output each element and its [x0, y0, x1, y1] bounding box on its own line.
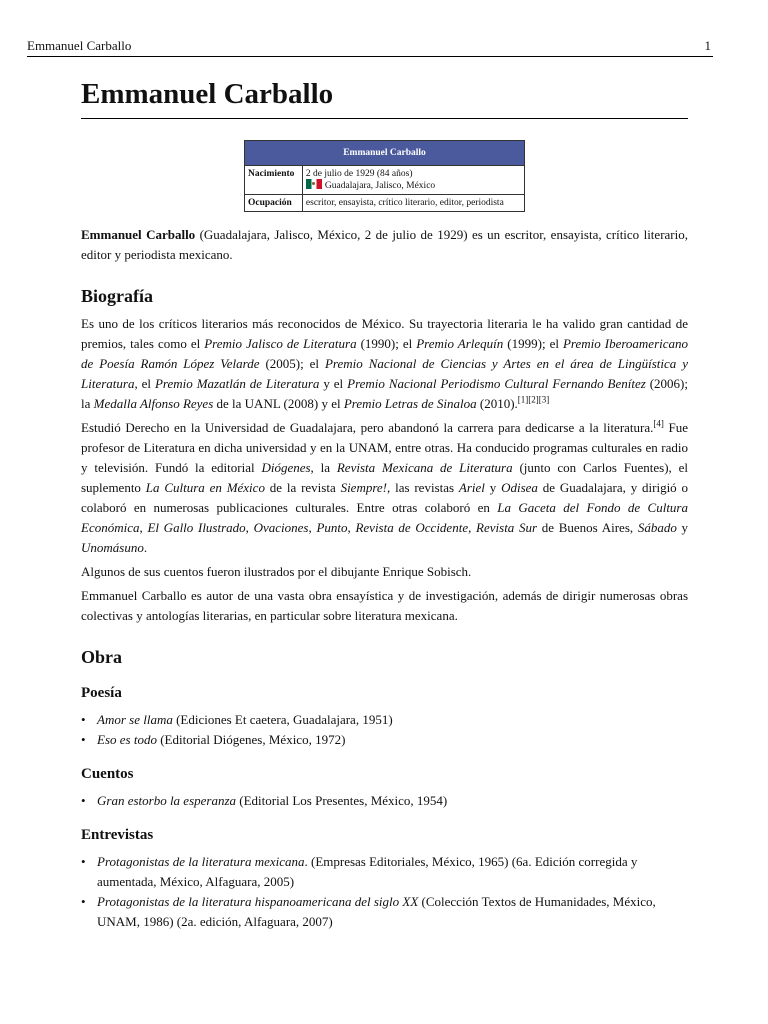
italic-title: Protagonistas de la literatura mexicana: [97, 854, 305, 869]
text-run: (Editorial Los Presentes, México, 1954): [236, 793, 448, 808]
italic-title: Revista de Occidente: [355, 520, 469, 535]
page-header: [27, 38, 713, 57]
text-run: y: [484, 480, 502, 495]
biografia-paragraph-4: Emmanuel Carballo es autor de una vasta obra ensayística y de investigación, además de dirigir numerosas obras colectivas y antologías literarias, en particular sobre literatura mexicana.: [81, 588, 688, 623]
infobox-birth-label: Nacimiento: [245, 166, 303, 195]
italic-title: Premio Nacional Periodismo Cultural Fernando Benítez: [347, 376, 646, 391]
text-run: ,: [308, 520, 317, 535]
section-heading-biografia: Biografía: [81, 286, 153, 306]
text-run: de Buenos Aires,: [537, 520, 638, 535]
birth-date: 2 de julio de 1929 (84 años): [305, 169, 413, 179]
biografia-paragraph-2: [81, 418, 688, 558]
text-run: ,: [468, 520, 477, 535]
text-run: .: [143, 540, 148, 555]
italic-title: Punto: [316, 520, 348, 535]
italic-title: Ovaciones: [253, 520, 309, 535]
intro-paragraph: [81, 225, 688, 265]
intro-text: (Guadalajara, Jalisco, México, 2 de julio de 1929) es un escritor, ensayista, crítico literario, editor y periodista mexicano.: [81, 227, 688, 262]
cuentos-list: [81, 791, 688, 811]
article-body: [81, 76, 688, 932]
citation-ref[interactable]: [4]: [653, 418, 664, 429]
text-run: Fue profesor de Literatura en dicha universidad y en la UNAM, entre otras. Ha conducido programas culturales en radio y televisión. Fundó la editorial: [81, 420, 689, 475]
list-item: [81, 892, 688, 932]
text-run: , las revistas: [387, 480, 459, 495]
italic-title: Premio Iberoamericano de Poesía Ramón López Velarde: [81, 336, 689, 371]
italic-title: El Gallo Ilustrado: [147, 520, 246, 535]
infobox-birth-value: [302, 166, 524, 195]
list-item: [81, 710, 688, 730]
italic-title: Protagonistas de la literatura hispanoamericana del siglo XX: [97, 894, 419, 909]
biografia-paragraph-1: [81, 314, 688, 414]
subsection-heading-poesia: Poesía: [81, 685, 122, 701]
text-run: (junto con Carlos Fuentes), el suplemento: [81, 460, 688, 495]
list-item: [81, 852, 688, 892]
text-run: Es uno de los críticos literarios más reconocidos de México. Su trayectoria literaria le ha valido gran cantidad de premios, tales como el: [81, 316, 688, 351]
text-run: y el: [319, 376, 348, 391]
text-run: (1999); el: [503, 336, 563, 351]
text-run: y: [676, 520, 689, 535]
poesia-list: [81, 710, 688, 750]
list-item: [81, 730, 688, 750]
section-heading-obra: Obra: [81, 647, 123, 667]
italic-title: Amor se llama: [97, 712, 173, 727]
infobox-caption: Emmanuel Carballo: [245, 141, 525, 166]
italic-title: Premio Nacional de Ciencias y Artes en el área de Lingüística y Literatura: [81, 356, 688, 391]
italic-title: Premio Letras de Sinaloa: [343, 396, 477, 411]
italic-title: Unomásuno: [81, 540, 144, 555]
italic-title: La Gaceta del Fondo de Cultura Económica: [81, 500, 688, 535]
text-run: . (Empresas Editoriales, México, 1965) (6a. Edición corregida y aumentada, México, Alfaguara, 2005): [97, 854, 638, 889]
entrevistas-list: [81, 852, 688, 932]
infobox-row-occupation: [245, 195, 525, 212]
infobox-occupation-value: escritor, ensayista, crítico literario, editor, periodista: [302, 195, 524, 212]
text-run: (Ediciones Et caetera, Guadalajara, 1951): [172, 712, 393, 727]
text-run: de la revista: [264, 480, 341, 495]
italic-title: Revista Mexicana de Literatura: [336, 460, 513, 475]
italic-title: Odisea: [501, 480, 538, 495]
italic-title: La Cultura en México: [145, 480, 265, 495]
text-run: (Editorial Diógenes, México, 1972): [156, 732, 346, 747]
page-number: 1: [704, 38, 711, 53]
text-run: de Guadalajara, y dirigió o colaboró en numerosas publicaciones culturales. Entre otras colaboró en: [81, 480, 689, 515]
mexico-flag-icon: [306, 179, 322, 189]
subsection-heading-entrevistas: Entrevistas: [81, 827, 154, 843]
text-run: (1990); el: [356, 336, 417, 351]
infobox-row-birth: [245, 166, 525, 195]
text-run: ,: [139, 520, 148, 535]
biografia-paragraph-3: Algunos de sus cuentos fueron ilustrados por el dibujante Enrique Sobisch.: [81, 564, 472, 579]
text-run: ,: [245, 520, 254, 535]
text-run: , el: [134, 376, 155, 391]
italic-title: Siempre!: [340, 480, 388, 495]
italic-title: Ariel: [458, 480, 485, 495]
italic-title: Diógenes: [261, 460, 311, 475]
infobox-occupation-label: Ocupación: [245, 195, 303, 212]
intro-name: Emmanuel Carballo: [81, 227, 196, 242]
list-item: [81, 791, 688, 811]
infobox: [244, 140, 525, 212]
italic-title: Premio Mazatlán de Literatura: [154, 376, 320, 391]
birth-place-line: [306, 179, 521, 191]
running-title: Emmanuel Carballo: [27, 38, 132, 53]
italic-title: Medalla Alfonso Reyes: [93, 396, 214, 411]
italic-title: Sábado: [637, 520, 677, 535]
text-run: , la: [310, 460, 337, 475]
text-run: (2006); la: [81, 376, 689, 411]
italic-title: Gran estorbo la esperanza: [97, 793, 237, 808]
citation-ref[interactable]: [1][2][3]: [517, 394, 550, 405]
birth-place[interactable]: Guadalajara, Jalisco, México: [324, 181, 436, 191]
italic-title: Premio Arlequín: [416, 336, 504, 351]
text-run: de la UANL (2008) y el: [213, 396, 344, 411]
italic-title: Eso es todo: [97, 732, 157, 747]
article-title: Emmanuel Carballo: [81, 76, 688, 119]
text-run: ,: [347, 520, 356, 535]
text-run: Estudió Derecho en la Universidad de Guadalajara, pero abandonó la carrera para dedicarse a la literatura.: [81, 420, 654, 435]
italic-title: Revista Sur: [476, 520, 538, 535]
italic-title: Premio Jalisco de Literatura: [204, 336, 357, 351]
text-run: (2005); el: [259, 356, 325, 371]
text-run: (2010).: [476, 396, 518, 411]
subsection-heading-cuentos: Cuentos: [81, 766, 134, 782]
text-run: (Colección Textos de Humanidades, México, UNAM, 1986) (2a. edición, Alfaguara, 2007): [97, 894, 656, 929]
